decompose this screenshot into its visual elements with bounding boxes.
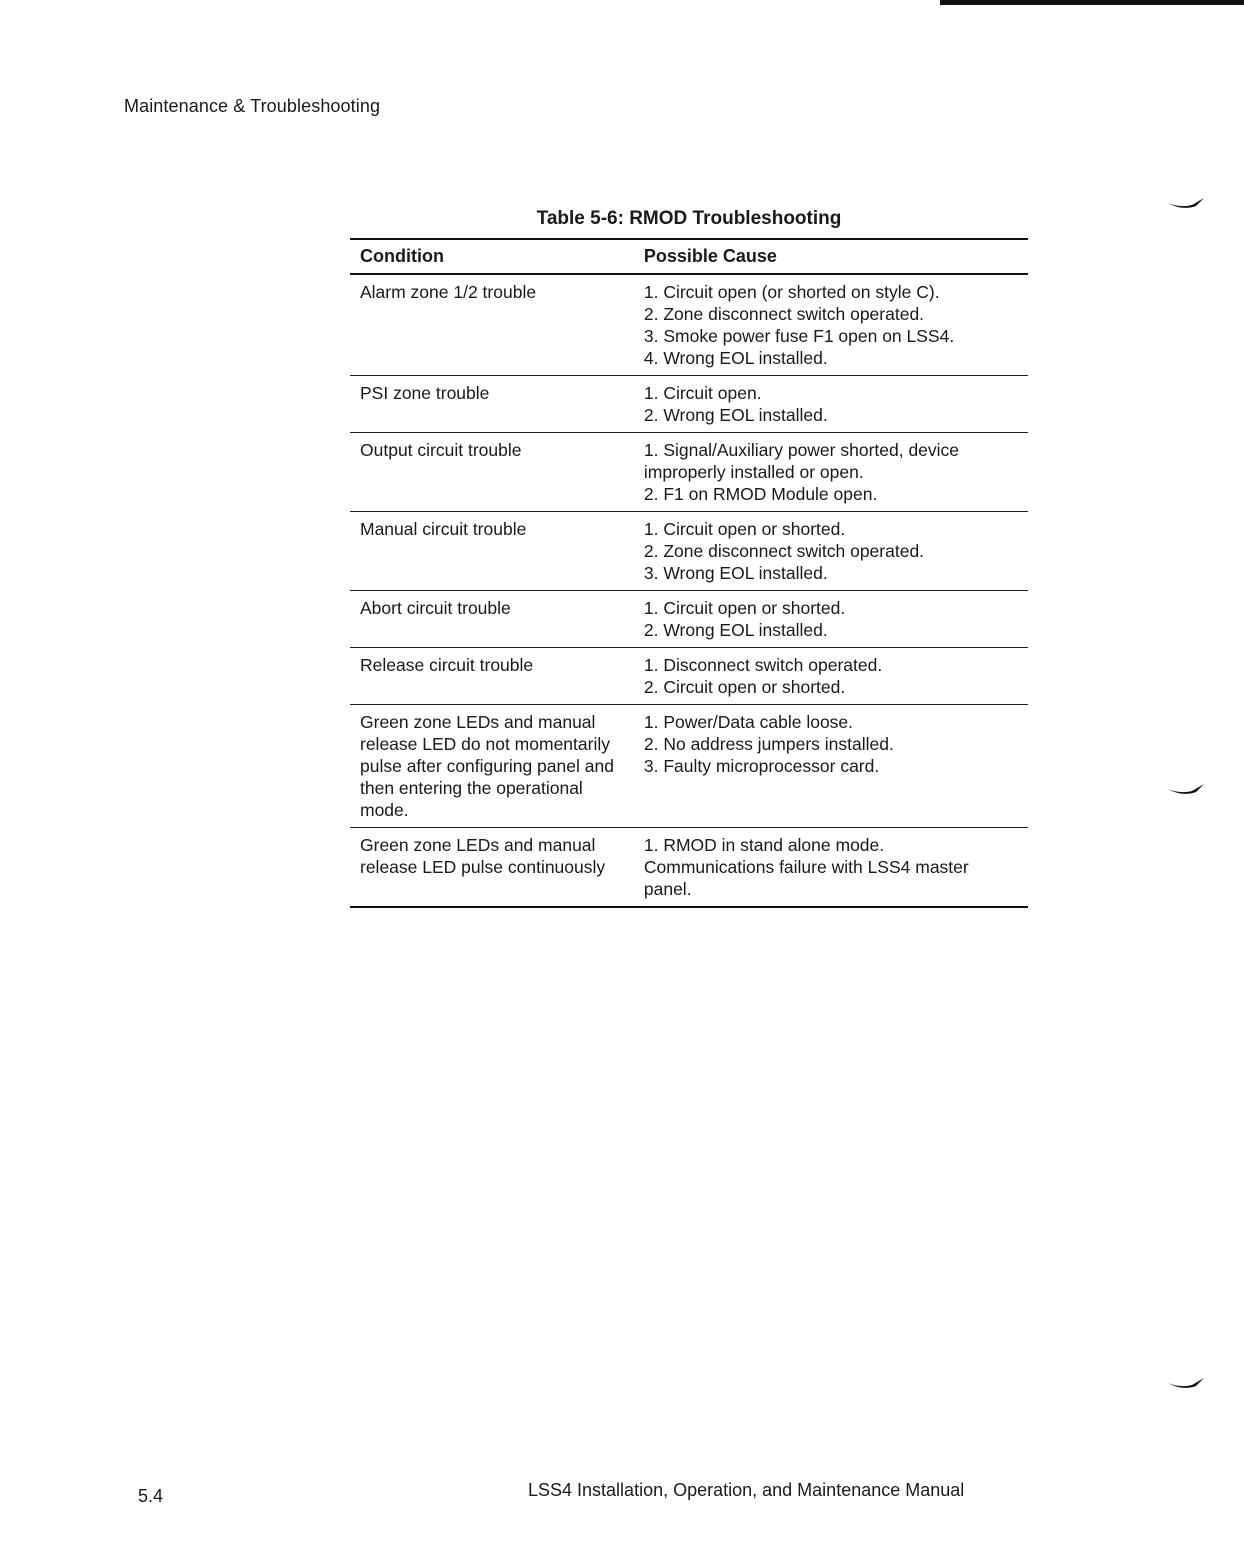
column-header-possible-cause: Possible Cause	[643, 246, 777, 266]
condition-cell: Alarm zone 1/2 trouble	[360, 282, 537, 302]
table-body	[350, 274, 1028, 907]
possible-cause-cell	[634, 274, 1028, 376]
possible-cause-cell	[634, 705, 1028, 828]
cause-item: 3. Faulty microprocessor card.	[643, 756, 880, 776]
cause-item: 2. Wrong EOL installed.	[643, 620, 828, 640]
table-header-row	[350, 239, 1028, 274]
table-row	[350, 512, 1028, 591]
table-header	[350, 239, 1028, 274]
scan-mark-icon	[1166, 782, 1206, 796]
condition-cell: Manual circuit trouble	[360, 519, 527, 539]
table-row	[350, 705, 1028, 828]
page-number: 5.4	[138, 1486, 164, 1506]
cause-item: 1. RMOD in stand alone mode. Communications failure with LSS4 master panel.	[643, 835, 969, 899]
cause-item: 2. Wrong EOL installed.	[643, 405, 828, 425]
cause-item: 2. Zone disconnect switch operated.	[643, 304, 925, 324]
table-row	[350, 376, 1028, 433]
condition-cell: Green zone LEDs and manual release LED pulse continuously	[360, 835, 606, 877]
condition-cell: Abort circuit trouble	[360, 598, 511, 618]
table-row	[350, 828, 1028, 908]
troubleshooting-table	[350, 238, 1028, 908]
possible-cause-cell	[634, 512, 1028, 591]
cause-item: 1. Power/Data cable loose.	[643, 712, 854, 732]
scan-mark-icon	[1166, 1376, 1206, 1390]
condition-cell: Release circuit trouble	[360, 655, 534, 675]
table-title: Table 5-6: RMOD Troubleshooting	[536, 208, 842, 229]
cause-item: 3. Smoke power fuse F1 open on LSS4.	[643, 326, 955, 346]
condition-cell: Green zone LEDs and manual release LED do not momentarily pulse after configuring panel and then entering the operational mode.	[360, 712, 614, 820]
condition-cell: PSI zone trouble	[360, 383, 490, 403]
cause-item: 1. Circuit open.	[643, 383, 762, 403]
table-row	[350, 591, 1028, 648]
cause-item: 2. No address jumpers installed.	[643, 734, 894, 754]
table-row	[350, 648, 1028, 705]
table-row	[350, 433, 1028, 512]
scan-mark-icon	[1166, 196, 1206, 210]
running-header: Maintenance & Troubleshooting	[124, 96, 381, 116]
cause-item: 1. Disconnect switch operated.	[643, 655, 883, 675]
cause-item: 1. Circuit open (or shorted on style C).	[643, 282, 940, 302]
column-header-condition: Condition	[360, 246, 444, 266]
cause-item: 2. F1 on RMOD Module open.	[643, 484, 878, 504]
cause-item: 4. Wrong EOL installed.	[643, 348, 828, 368]
possible-cause-cell	[634, 828, 1028, 908]
possible-cause-cell	[634, 648, 1028, 705]
possible-cause-cell	[634, 433, 1028, 512]
table-row	[350, 274, 1028, 376]
condition-cell: Output circuit trouble	[360, 440, 522, 460]
cause-item: 1. Circuit open or shorted.	[643, 519, 846, 539]
cause-item: 2. Circuit open or shorted.	[643, 677, 846, 697]
cause-item: 2. Zone disconnect switch operated.	[643, 541, 925, 561]
manual-title-footer: LSS4 Installation, Operation, and Maintenance Manual	[528, 1480, 965, 1500]
cause-item: 1. Signal/Auxiliary power shorted, device improperly installed or open.	[643, 440, 960, 482]
possible-cause-cell	[634, 376, 1028, 433]
possible-cause-cell	[634, 591, 1028, 648]
cause-item: 1. Circuit open or shorted.	[643, 598, 846, 618]
top-edge-rule	[940, 0, 1244, 5]
cause-item: 3. Wrong EOL installed.	[643, 563, 828, 583]
